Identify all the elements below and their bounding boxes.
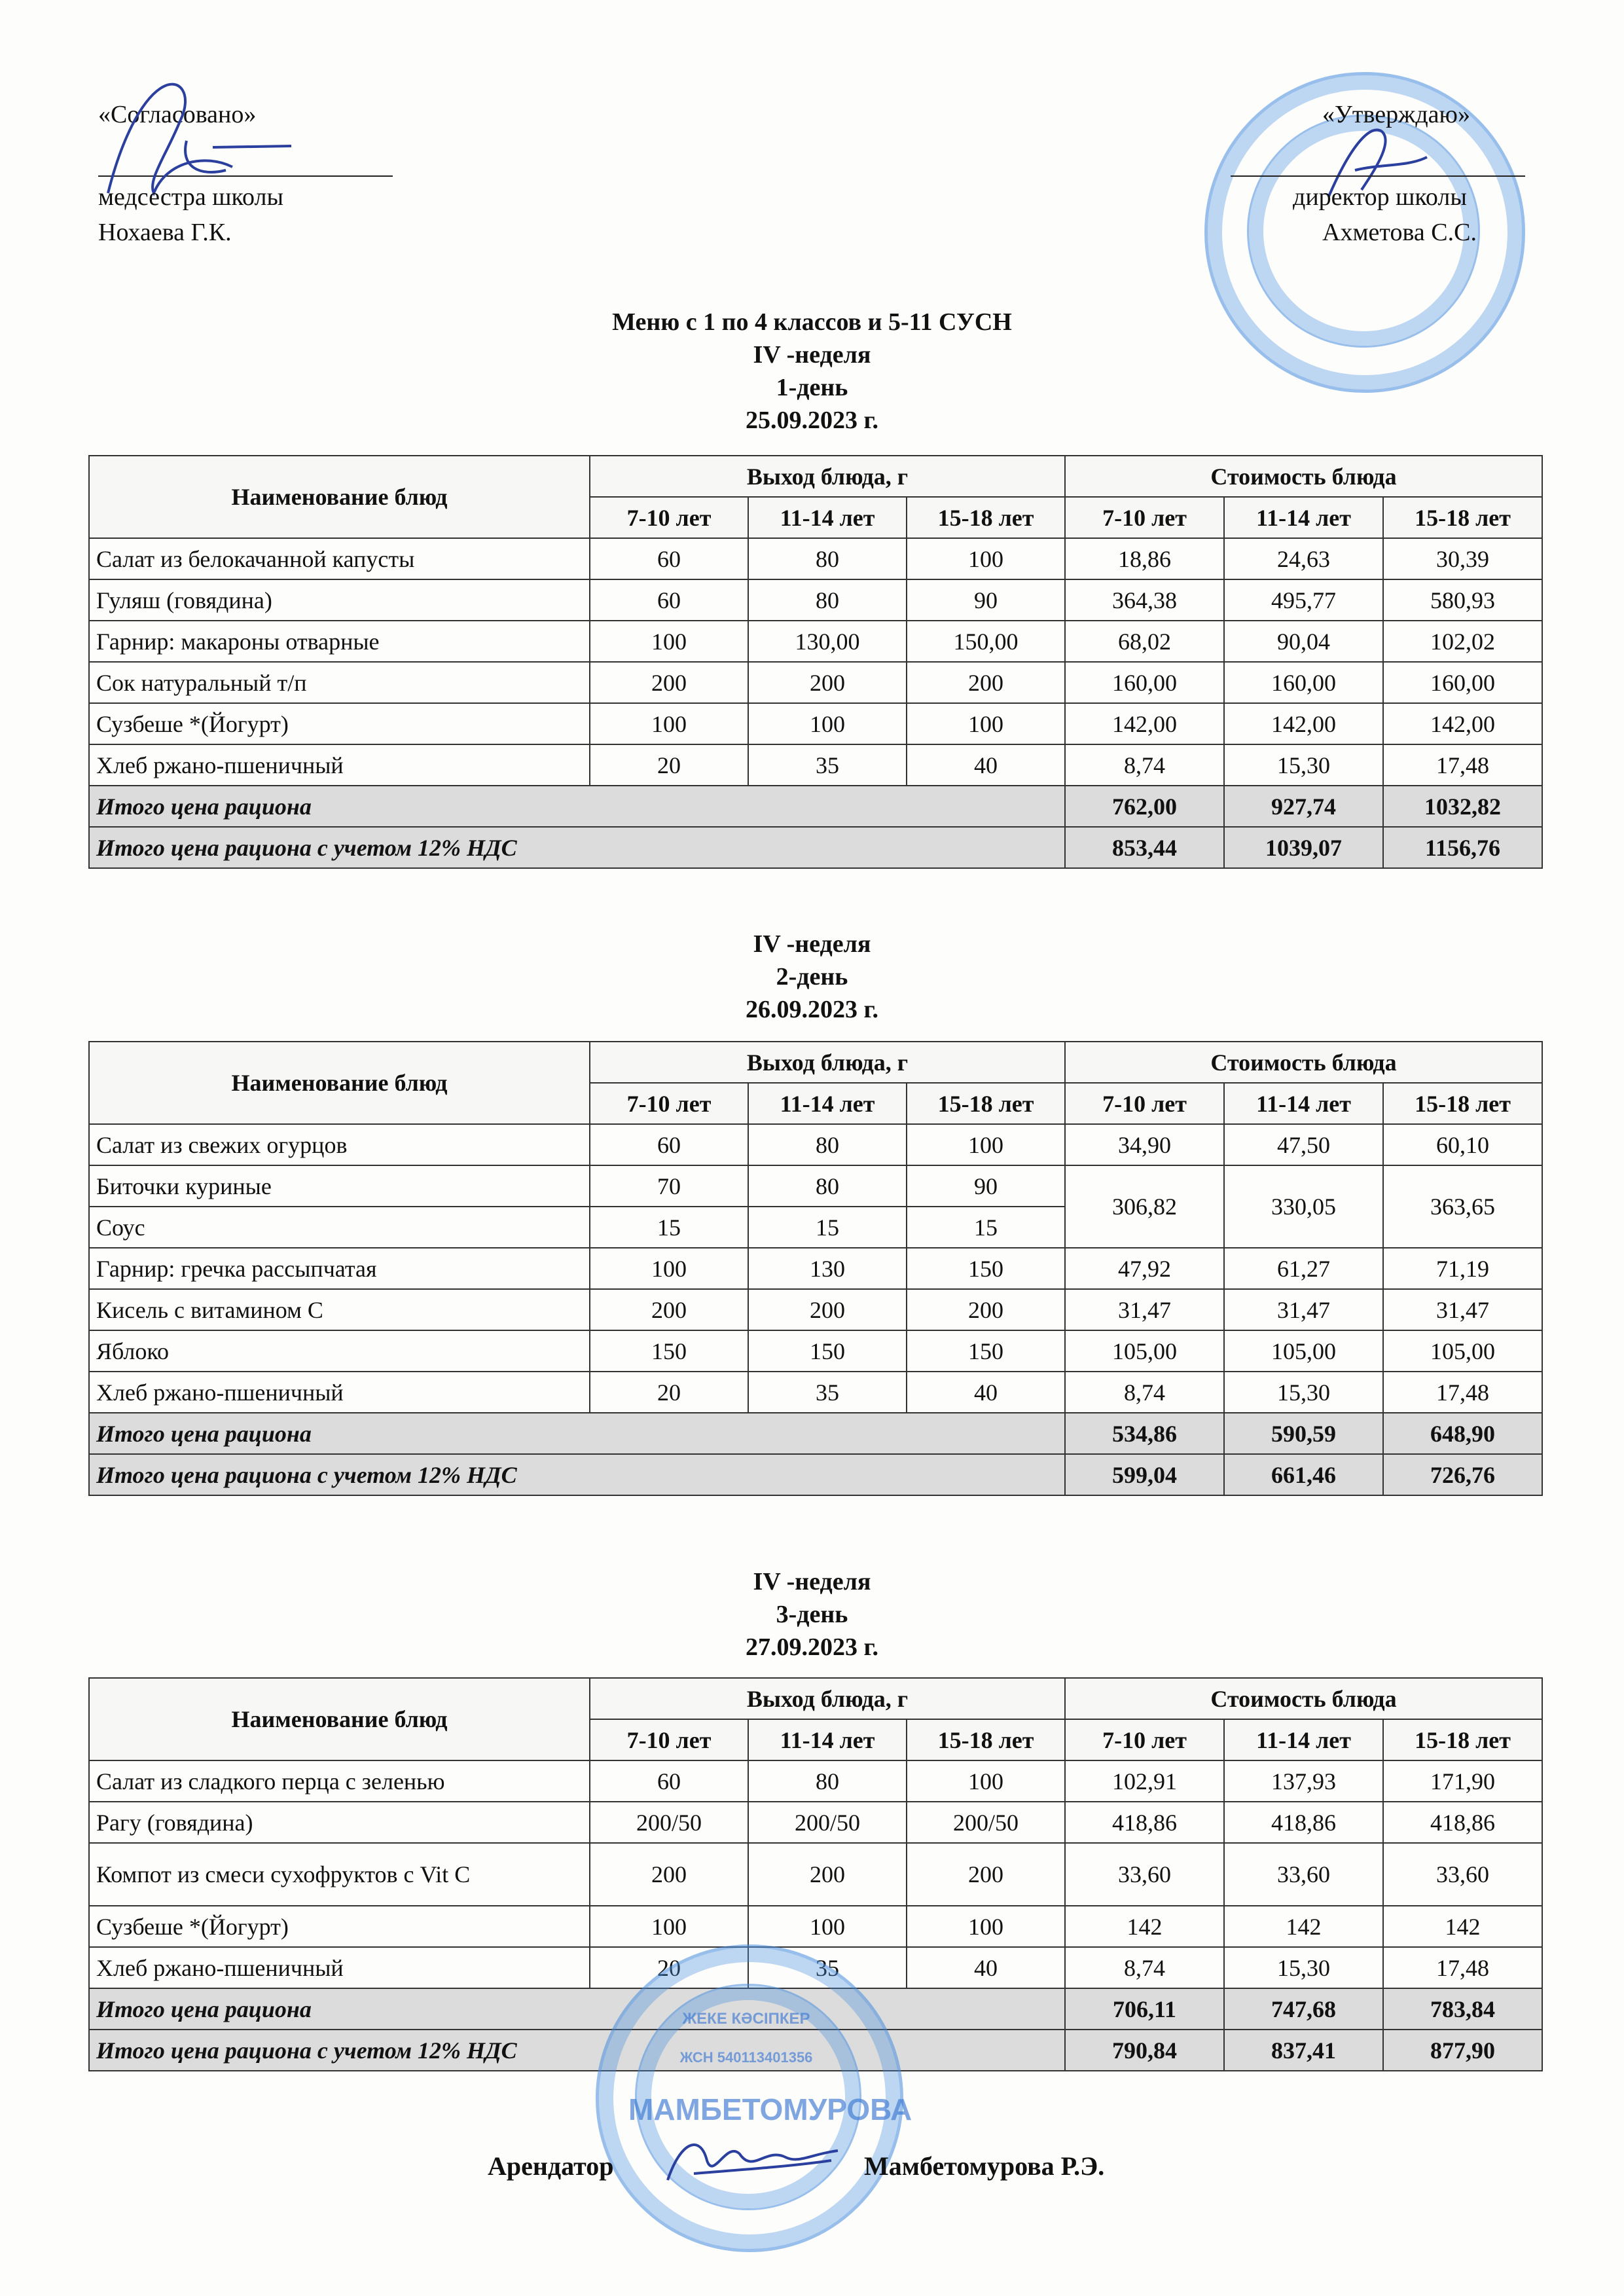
- approve-label: «Утверждаю»: [1322, 101, 1470, 128]
- yield-value: 130,00: [748, 621, 907, 662]
- yield-value: 200: [907, 1289, 1065, 1330]
- dish-name: Гарнир: гречка рассыпчатая: [89, 1248, 590, 1289]
- dish-name: Сузбеше *(Йогурт): [89, 1906, 590, 1947]
- vat-total-value: 661,46: [1224, 1454, 1383, 1495]
- cost-value: 105,00: [1383, 1330, 1542, 1372]
- yield-value: 200: [590, 1843, 748, 1906]
- merged-cost-value: 363,65: [1383, 1165, 1542, 1248]
- cost-value: 160,00: [1383, 662, 1542, 703]
- age-15-18-cost: 15-18 лет: [1383, 1083, 1542, 1124]
- yield-value: 90: [907, 579, 1065, 621]
- cost-value: 142,00: [1383, 703, 1542, 744]
- yield-value: 60: [590, 1760, 748, 1802]
- cost-value: 17,48: [1383, 744, 1542, 786]
- cost-value: 142: [1383, 1906, 1542, 1947]
- total-value: 590,59: [1224, 1413, 1383, 1454]
- table-row: [89, 1124, 1542, 1165]
- total-row: [89, 1413, 1542, 1454]
- day2-date: 26.09.2023 г.: [746, 996, 878, 1023]
- age-15-18-yield: 15-18 лет: [907, 1719, 1065, 1760]
- vat-total-value: 726,76: [1383, 1454, 1542, 1495]
- yield-value: 100: [590, 621, 748, 662]
- dish-name: Гуляш (говядина): [89, 579, 590, 621]
- yield-value: 150: [590, 1330, 748, 1372]
- yield-value: 130: [748, 1248, 907, 1289]
- cost-value: 17,48: [1383, 1947, 1542, 1988]
- yield-value: 100: [590, 703, 748, 744]
- yield-value: 100: [907, 1124, 1065, 1165]
- column-header-yield: Выход блюда, г: [590, 1042, 1065, 1083]
- yield-value: 15: [907, 1207, 1065, 1248]
- nurse-name: Нохаева Г.К.: [98, 219, 232, 246]
- dish-name: Соус: [89, 1207, 590, 1248]
- yield-value: 200: [907, 662, 1065, 703]
- column-header-yield: Выход блюда, г: [590, 1678, 1065, 1719]
- age-15-18-cost: 15-18 лет: [1383, 1719, 1542, 1760]
- yield-value: 15: [748, 1207, 907, 1248]
- yield-value: 200: [590, 662, 748, 703]
- total-value: 1032,82: [1383, 786, 1542, 827]
- day3-week: IV -неделя: [753, 1568, 871, 1595]
- total-value: 783,84: [1383, 1988, 1542, 2030]
- table-row: [89, 1760, 1542, 1802]
- age-7-10-yield: 7-10 лет: [590, 1083, 748, 1124]
- yield-value: 80: [748, 538, 907, 579]
- vat-total-value: 1156,76: [1383, 827, 1542, 868]
- table-row: [89, 703, 1542, 744]
- table-row: [89, 1906, 1542, 1947]
- stamp-top-text: ЖЕКЕ КӘСІПКЕР: [682, 2010, 810, 2028]
- cost-value: 495,77: [1224, 579, 1383, 621]
- director-role: директор школы: [1293, 183, 1467, 211]
- table-row: [89, 1248, 1542, 1289]
- cost-value: 8,74: [1065, 1947, 1224, 1988]
- age-11-14-cost: 11-14 лет: [1224, 1719, 1383, 1760]
- yield-value: 100: [907, 1906, 1065, 1947]
- total-value: 706,11: [1065, 1988, 1224, 2030]
- cost-value: 24,63: [1224, 538, 1383, 579]
- yield-value: 100: [907, 703, 1065, 744]
- cost-value: 33,60: [1383, 1843, 1542, 1906]
- stamp-id-text: ЖСН 540113401356: [679, 2049, 813, 2066]
- age-7-10-cost: 7-10 лет: [1065, 497, 1224, 538]
- column-header-cost: Стоимость блюда: [1065, 1678, 1542, 1719]
- cost-value: 33,60: [1065, 1843, 1224, 1906]
- total-value: 927,74: [1224, 786, 1383, 827]
- age-11-14-yield: 11-14 лет: [748, 1719, 907, 1760]
- yield-value: 80: [748, 579, 907, 621]
- cost-value: 18,86: [1065, 538, 1224, 579]
- cost-value: 34,90: [1065, 1124, 1224, 1165]
- yield-value: 80: [748, 1760, 907, 1802]
- vat-total-value: 837,41: [1224, 2030, 1383, 2071]
- yield-value: 100: [590, 1248, 748, 1289]
- column-header-name: Наименование блюд: [89, 1042, 590, 1124]
- cost-value: 47,50: [1224, 1124, 1383, 1165]
- column-header-name: Наименование блюд: [89, 456, 590, 538]
- tenant-role: Арендатор: [488, 2151, 614, 2181]
- cost-value: 8,74: [1065, 1372, 1224, 1413]
- yield-value: 35: [748, 1947, 907, 1988]
- age-7-10-cost: 7-10 лет: [1065, 1083, 1224, 1124]
- day1-date: 25.09.2023 г.: [746, 407, 878, 434]
- yield-value: 150: [907, 1248, 1065, 1289]
- yield-value: 150: [907, 1330, 1065, 1372]
- cost-value: 61,27: [1224, 1248, 1383, 1289]
- column-header-cost: Стоимость блюда: [1065, 456, 1542, 497]
- cost-value: 102,02: [1383, 621, 1542, 662]
- age-15-18-yield: 15-18 лет: [907, 497, 1065, 538]
- dish-name: Компот из смеси сухофруктов с Vit С: [89, 1843, 590, 1906]
- tenant-signature: [655, 2115, 851, 2200]
- yield-value: 200: [748, 1843, 907, 1906]
- yield-value: 100: [590, 1906, 748, 1947]
- column-header-yield: Выход блюда, г: [590, 456, 1065, 497]
- age-11-14-yield: 11-14 лет: [748, 497, 907, 538]
- day2-menu-table: [88, 1041, 1543, 1496]
- yield-value: 150: [748, 1330, 907, 1372]
- yield-value: 200/50: [748, 1802, 907, 1843]
- dish-name: Гарнир: макароны отварные: [89, 621, 590, 662]
- table-row: [89, 1289, 1542, 1330]
- yield-value: 40: [907, 744, 1065, 786]
- vat-total-value: 877,90: [1383, 2030, 1542, 2071]
- cost-value: 60,10: [1383, 1124, 1542, 1165]
- cost-value: 142: [1224, 1906, 1383, 1947]
- yield-value: 200: [907, 1843, 1065, 1906]
- agreed-label: «Согласовано»: [98, 101, 257, 128]
- stamp-name-text: МАМБЕТОМУРОВА: [628, 2092, 912, 2126]
- cost-value: 31,47: [1224, 1289, 1383, 1330]
- yield-value: 60: [590, 579, 748, 621]
- yield-value: 200/50: [590, 1802, 748, 1843]
- table-row: [89, 1372, 1542, 1413]
- dish-name: Салат из свежих огурцов: [89, 1124, 590, 1165]
- total-label: Итого цена рациона: [89, 786, 1065, 827]
- yield-value: 200: [748, 1289, 907, 1330]
- cost-value: 142,00: [1224, 703, 1383, 744]
- yield-value: 100: [748, 703, 907, 744]
- yield-value: 20: [590, 1372, 748, 1413]
- cost-value: 31,47: [1383, 1289, 1542, 1330]
- table-row: [89, 1165, 1542, 1207]
- director-name: Ахметова С.С.: [1322, 219, 1477, 246]
- cost-value: 30,39: [1383, 538, 1542, 579]
- total-value: 762,00: [1065, 786, 1224, 827]
- table-row: [89, 662, 1542, 703]
- yield-value: 40: [907, 1947, 1065, 1988]
- dish-name: Салат из сладкого перца с зеленью: [89, 1760, 590, 1802]
- yield-value: 20: [590, 744, 748, 786]
- vat-total-value: 1039,07: [1224, 827, 1383, 868]
- age-7-10-yield: 7-10 лет: [590, 497, 748, 538]
- day1-day: 1-день: [776, 374, 848, 401]
- merged-cost-value: 306,82: [1065, 1165, 1224, 1248]
- yield-value: 15: [590, 1207, 748, 1248]
- dish-name: Сок натуральный т/п: [89, 662, 590, 703]
- dish-name: Салат из белокачанной капусты: [89, 538, 590, 579]
- yield-value: 80: [748, 1165, 907, 1207]
- vat-total-label: Итого цена рациона с учетом 12% НДС: [89, 1454, 1065, 1495]
- yield-value: 80: [748, 1124, 907, 1165]
- cost-value: 90,04: [1224, 621, 1383, 662]
- cost-value: 68,02: [1065, 621, 1224, 662]
- cost-value: 364,38: [1065, 579, 1224, 621]
- day2-week: IV -неделя: [753, 930, 871, 958]
- cost-value: 160,00: [1224, 662, 1383, 703]
- yield-value: 100: [907, 1760, 1065, 1802]
- yield-value: 40: [907, 1372, 1065, 1413]
- yield-value: 150,00: [907, 621, 1065, 662]
- cost-value: 105,00: [1065, 1330, 1224, 1372]
- day2-day: 2-день: [776, 963, 848, 991]
- yield-value: 100: [748, 1906, 907, 1947]
- column-header-name: Наименование блюд: [89, 1678, 590, 1760]
- nurse-role: медсестра школы: [98, 183, 283, 211]
- total-value: 534,86: [1065, 1413, 1224, 1454]
- dish-name: Рагу (говядина): [89, 1802, 590, 1843]
- day1-menu-table: [88, 455, 1543, 869]
- merged-cost-value: 330,05: [1224, 1165, 1383, 1248]
- vat-total-label: Итого цена рациона с учетом 12% НДС: [89, 2030, 1065, 2071]
- total-value: 648,90: [1383, 1413, 1542, 1454]
- yield-value: 60: [590, 538, 748, 579]
- table-row: [89, 538, 1542, 579]
- age-11-14-cost: 11-14 лет: [1224, 1083, 1383, 1124]
- total-label: Итого цена рациона: [89, 1988, 1065, 2030]
- cost-value: 171,90: [1383, 1760, 1542, 1802]
- cost-value: 418,86: [1065, 1802, 1224, 1843]
- cost-value: 102,91: [1065, 1760, 1224, 1802]
- cost-value: 418,86: [1383, 1802, 1542, 1843]
- yield-value: 70: [590, 1165, 748, 1207]
- dish-name: Хлеб ржано-пшеничный: [89, 1947, 590, 1988]
- yield-value: 200: [748, 662, 907, 703]
- dish-name: Сузбеше *(Йогурт): [89, 703, 590, 744]
- total-row: [89, 786, 1542, 827]
- vat-total-label: Итого цена рациона с учетом 12% НДС: [89, 827, 1065, 868]
- total-value: 747,68: [1224, 1988, 1383, 2030]
- table-row: [89, 1330, 1542, 1372]
- tenant-name: Мамбетомурова Р.Э.: [864, 2151, 1105, 2181]
- cost-value: 15,30: [1224, 1372, 1383, 1413]
- yield-value: 35: [748, 1372, 907, 1413]
- table-row: [89, 579, 1542, 621]
- dish-name: Хлеб ржано-пшеничный: [89, 744, 590, 786]
- yield-value: 20: [590, 1947, 748, 1988]
- cost-value: 105,00: [1224, 1330, 1383, 1372]
- age-7-10-cost: 7-10 лет: [1065, 1719, 1224, 1760]
- yield-value: 200/50: [907, 1802, 1065, 1843]
- cost-value: 160,00: [1065, 662, 1224, 703]
- day3-date: 27.09.2023 г.: [746, 1633, 878, 1661]
- day3-day: 3-день: [776, 1601, 848, 1628]
- vat-total-row: [89, 827, 1542, 868]
- yield-value: 35: [748, 744, 907, 786]
- cost-value: 418,86: [1224, 1802, 1383, 1843]
- cost-value: 142: [1065, 1906, 1224, 1947]
- cost-value: 71,19: [1383, 1248, 1542, 1289]
- cost-value: 580,93: [1383, 579, 1542, 621]
- cost-value: 137,93: [1224, 1760, 1383, 1802]
- vat-total-value: 599,04: [1065, 1454, 1224, 1495]
- cost-value: 15,30: [1224, 1947, 1383, 1988]
- cost-value: 31,47: [1065, 1289, 1224, 1330]
- age-11-14-cost: 11-14 лет: [1224, 497, 1383, 538]
- vat-total-value: 790,84: [1065, 2030, 1224, 2071]
- dish-name: Яблоко: [89, 1330, 590, 1372]
- table-row: [89, 744, 1542, 786]
- cost-value: 15,30: [1224, 744, 1383, 786]
- yield-value: 200: [590, 1289, 748, 1330]
- cost-value: 8,74: [1065, 744, 1224, 786]
- column-header-cost: Стоимость блюда: [1065, 1042, 1542, 1083]
- vat-total-value: 853,44: [1065, 827, 1224, 868]
- vat-total-row: [89, 1454, 1542, 1495]
- approve-signature-line: [1231, 175, 1525, 177]
- page-title: Меню с 1 по 4 классов и 5-11 СУСН: [612, 308, 1012, 336]
- dish-name: Кисель с витамином С: [89, 1289, 590, 1330]
- table-row: [89, 1843, 1542, 1906]
- yield-value: 100: [907, 538, 1065, 579]
- yield-value: 60: [590, 1124, 748, 1165]
- dish-name: Хлеб ржано-пшеничный: [89, 1372, 590, 1413]
- age-15-18-yield: 15-18 лет: [907, 1083, 1065, 1124]
- cost-value: 17,48: [1383, 1372, 1542, 1413]
- cost-value: 142,00: [1065, 703, 1224, 744]
- yield-value: 90: [907, 1165, 1065, 1207]
- day1-week: IV -неделя: [753, 341, 871, 369]
- total-label: Итого цена рациона: [89, 1413, 1065, 1454]
- age-15-18-cost: 15-18 лет: [1383, 497, 1542, 538]
- dish-name: Биточки куриные: [89, 1165, 590, 1207]
- cost-value: 33,60: [1224, 1843, 1383, 1906]
- age-7-10-yield: 7-10 лет: [590, 1719, 748, 1760]
- table-row: [89, 621, 1542, 662]
- age-11-14-yield: 11-14 лет: [748, 1083, 907, 1124]
- cost-value: 47,92: [1065, 1248, 1224, 1289]
- table-row: [89, 1802, 1542, 1843]
